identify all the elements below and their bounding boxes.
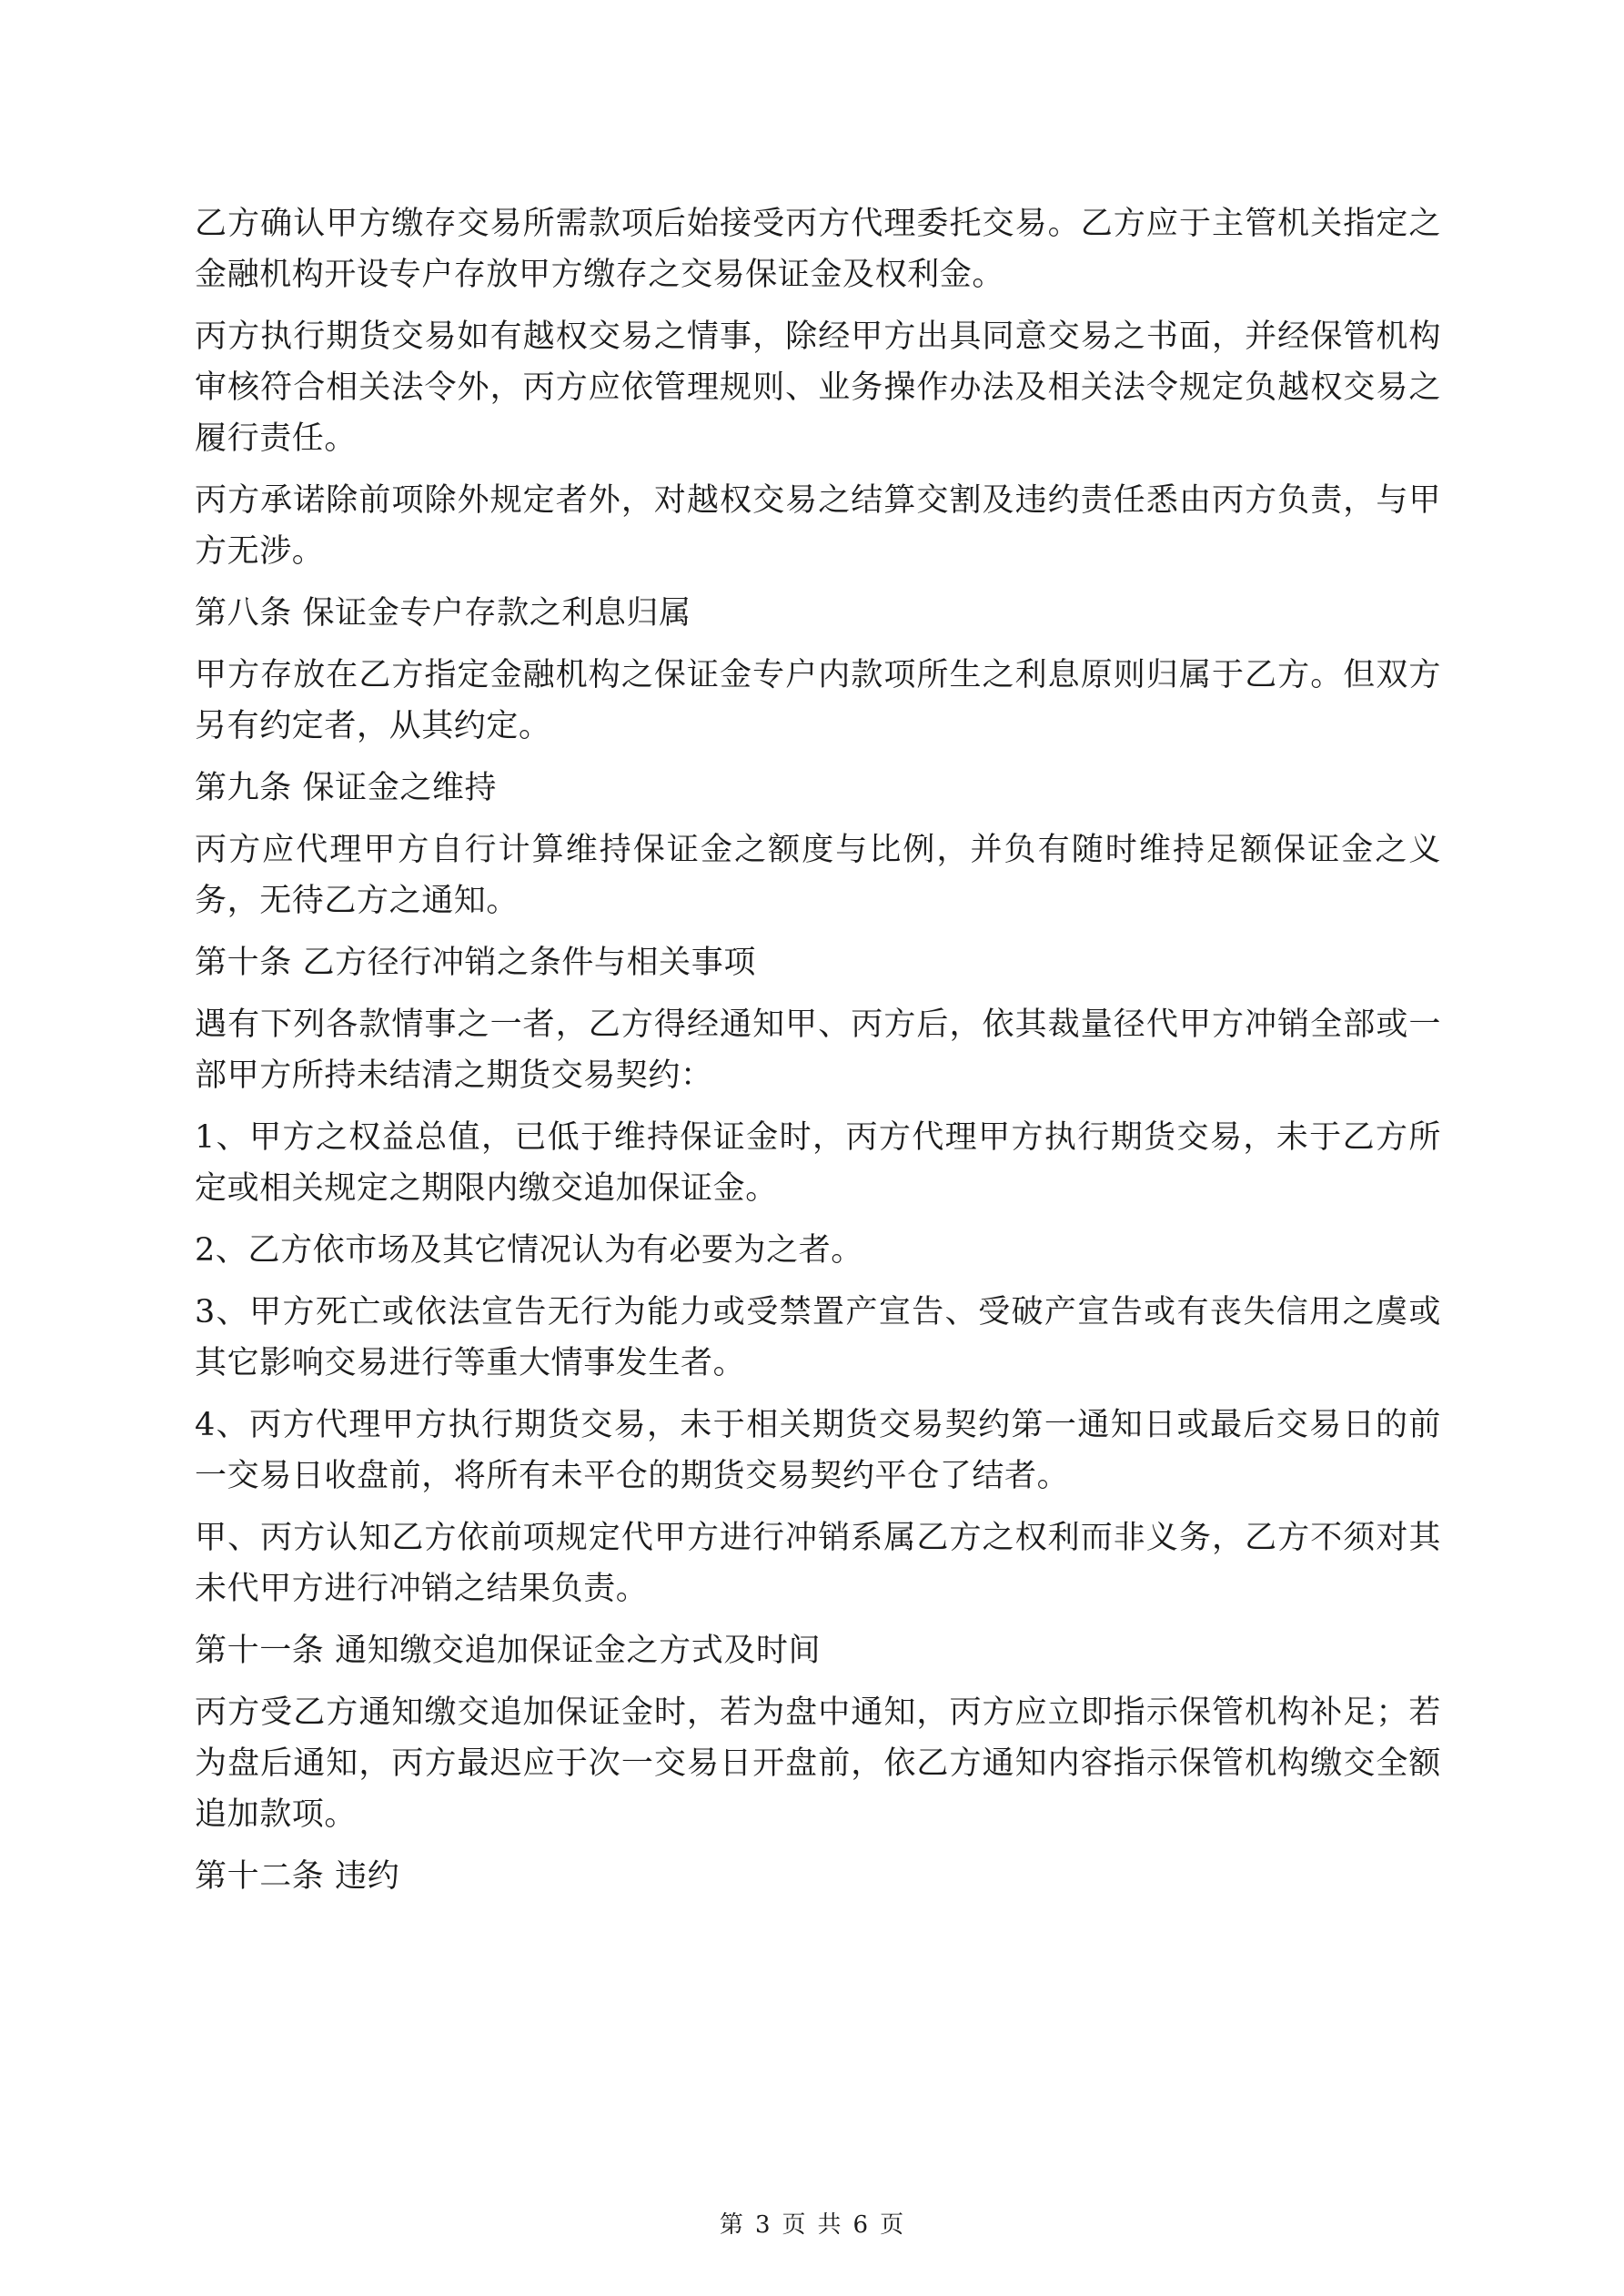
- heading-article-10: 第十条 乙方径行冲销之条件与相关事项: [195, 945, 756, 981]
- current-page-number: 3: [754, 2211, 772, 2239]
- para-liquidation-right: 甲、丙方认知乙方依前项规定代甲方进行冲销系属乙方之权利而非义务，乙方不须对其未代甲方进行冲销之结果负责。: [195, 1520, 1441, 1607]
- list-item-2: 2、乙方依市场及其它情况认为有必要为之者。: [195, 1232, 863, 1269]
- list-item-3: 3、甲方死亡或依法宣告无行为能力或受禁置产宣告、受破产宣告或有丧失信用之虞或其它影响交易进行等重大情事发生者。: [195, 1294, 1441, 1381]
- para-liquidation-intro: 遇有下列各款情事之一者，乙方得经通知甲、丙方后，依其裁量径代甲方冲销全部或一部甲方所持未结清之期货交易契约：: [195, 1006, 1441, 1094]
- document-body: [195, 198, 1441, 1913]
- total-suffix: 页: [880, 2211, 905, 2239]
- para-interest-ownership: 甲方存放在乙方指定金融机构之保证金专户内款项所生之利息原则归属于乙方。但双方另有约定者，从其约定。: [195, 657, 1441, 744]
- heading-article-8: 第八条 保证金专户存款之利息归属: [195, 595, 691, 632]
- list-item-1: 1、甲方之权益总值，已低于维持保证金时，丙方代理甲方执行期货交易，未于乙方所定或相关规定之期限内缴交追加保证金。: [195, 1119, 1441, 1207]
- heading-article-9: 第九条 保证金之维持: [195, 770, 498, 806]
- list-item-4: 4、丙方代理甲方执行期货交易，未于相关期货交易契约第一通知日或最后交易日的前一交易日收盘前，将所有未平仓的期货交易契约平仓了结者。: [195, 1407, 1441, 1494]
- para-overreach-liability: 丙方承诺除前项除外规定者外，对越权交易之结算交割及违约责任悉由丙方负责，与甲方无涉。: [195, 482, 1441, 570]
- para-margin-maintenance: 丙方应代理甲方自行计算维持保证金之额度与比例，并负有随时维持足额保证金之义务，无待乙方之通知。: [195, 832, 1441, 919]
- para-custodian-confirm: 乙方确认甲方缴存交易所需款项后始接受丙方代理委托交易。乙方应于主管机关指定之金融机构开设专户存放甲方缴存之交易保证金及权利金。: [195, 206, 1441, 293]
- heading-article-11: 第十一条 通知缴交追加保证金之方式及时间: [195, 1633, 822, 1669]
- heading-article-12: 第十二条 违约: [195, 1858, 400, 1895]
- page-prefix: 第: [719, 2211, 744, 2239]
- para-margin-call: 丙方受乙方通知缴交追加保证金时，若为盘中通知，丙方应立即指示保管机构补足；若为盘后通知，丙方最迟应于次一交易日开盘前，依乙方通知内容指示保管机构缴交全额追加款项。: [195, 1694, 1441, 1833]
- total-prefix: 共: [817, 2211, 842, 2239]
- page-footer: [0, 2206, 1624, 2240]
- total-pages-number: 6: [852, 2211, 870, 2239]
- para-overreach-trade: 丙方执行期货交易如有越权交易之情事，除经甲方出具同意交易之书面，并经保管机构审核符合相关法令外，丙方应依管理规则、业务操作办法及相关法令规定负越权交易之履行责任。: [195, 319, 1441, 457]
- page-word: 页: [782, 2211, 807, 2239]
